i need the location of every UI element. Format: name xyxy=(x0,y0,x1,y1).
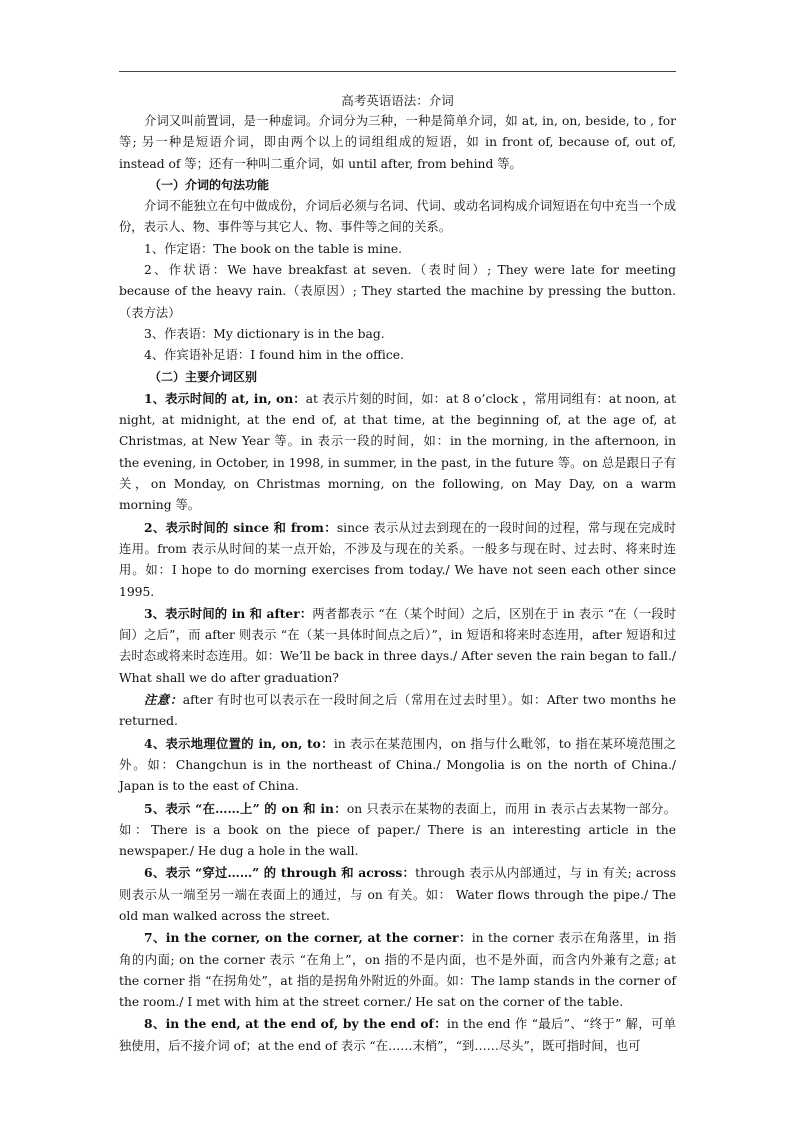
note-paragraph xyxy=(119,689,676,733)
distinction-item-7 xyxy=(119,927,676,1013)
item-body: through 表示从内部通过，与 in 有关; across 则表示从一端至另一端在表面上的通过，与 on 有关。如： Water flows through the pipe./ The old man walked across the street. xyxy=(119,866,677,923)
page-title: 高考英语语法：介词 xyxy=(341,93,454,108)
item-heading: 7、in the corner, on the corner, at the corner： xyxy=(144,930,472,946)
item-body: in the end 作 “最后”、“终于” 解，可单独使用，后不接介词 of；at the end of 表示 “在……末梢”，“到……尽头”，既可指时间，也可 xyxy=(119,1017,676,1053)
note-body: after 有时也可以表示在一段时间之后（常用在过去时里）。如：After two months he returned. xyxy=(119,693,676,729)
item-heading: 3、表示时间的 in 和 after： xyxy=(144,605,313,621)
item-body: 两者都表示 “在（某个时间）之后，区别在于 in 表示 “在（一段时间）之后”，而 after 则表示 “在（某一具体时间点之后）”，in 短语和将来时态连用，after 短语和过去时态或将来时态连用。如：We’ll be back in three days./ After seven the rain began to fall./ What shall we do after graduation? xyxy=(119,606,676,685)
note-label: 注意： xyxy=(144,692,183,708)
item-heading: 8、in the end, at the end of, by the end of： xyxy=(144,1016,447,1032)
function-item-1: 1、作定语：The book on the table is mine. xyxy=(144,241,403,256)
distinction-item-3 xyxy=(119,603,676,689)
item-heading: 6、表示 “穿过……” 的 through 和 across： xyxy=(144,865,416,881)
distinction-item-5 xyxy=(119,798,676,863)
distinction-item-1 xyxy=(119,388,676,517)
distinction-item-6 xyxy=(119,862,676,927)
section-1-text: 介词不能独立在句中做成份，介词后必须与名词、代词、或动名词构成介词短语在句中充当一个成份，表示人、物、事件等与其它人、物、事件等之间的关系。 xyxy=(119,199,676,235)
item-heading: 1、表示时间的 at, in, on： xyxy=(144,390,306,406)
function-item-4: 4、作宾语补足语：I found him in the office. xyxy=(144,348,404,363)
section-heading-1: （一）介词的句法功能 xyxy=(149,177,270,192)
function-item-2: 2、作状语：We have breakfast at seven.（表时间）; They were late for meeting because of the heavy rain.（表原因）; They started the machine by pressing the button.（表方法） xyxy=(119,263,676,320)
item-heading: 5、表示 “在……上” 的 on 和 in： xyxy=(144,800,347,816)
function-item-3: 3、作表语：My dictionary is in the bag. xyxy=(144,326,385,341)
distinction-item-8 xyxy=(119,1013,676,1057)
distinction-item-2 xyxy=(119,517,676,603)
item-body: since 表示从过去到现在的一段时间的过程，常与现在完成时连用。from 表示从时间的某一点开始，不涉及与现在的关系。一般多与现在时、过去时、将来时连用。如：I hope to do morning exercises from today./ We have not seen each other since 1995. xyxy=(119,520,676,599)
item-heading: 4、表示地理位置的 in, on, to： xyxy=(144,735,334,751)
item-body: in the corner 表示在角落里，in 指角的内面; on the corner 表示 “在角上”，on 指的不是内面，也不是外面，而含内外兼有之意; at the corner 指 “在拐角处”，at 指的是拐角外附近的外面。如：The lamp stands in the corner of the room./ I met with him at the street corner./ He sat on the corner of the table. xyxy=(119,931,676,1010)
section-heading-2: （二）主要介词区别 xyxy=(149,369,258,384)
header-rule xyxy=(119,71,676,72)
item-body: at 表示片刻的时间，如：at 8 o’clock ，常用词组有：at noon, at night, at midnight, at the end of, at that time, at the beginning of, at the age of, at Christmas, at New Year 等。in 表示一段的时间，如：in the morning, in the afternoon, in the evening, in October, in 1998, in summer, in the past, in the future 等。on 总是跟日子有关，on Monday, on Christmas morning, on the following, on May Day, on a warm morning 等。 xyxy=(119,391,676,513)
document-page xyxy=(119,90,676,1057)
item-body: in 表示在某范围内，on 指与什么毗邻，to 指在某环境范围之外。如：Changchun is in the northeast of China./ Mongolia is on the north of China./ Japan is to the east of China. xyxy=(119,736,676,794)
distinction-item-4 xyxy=(119,733,676,798)
item-body: on 只表示在某物的表面上，而用 in 表示占去某物一部分。 如：There is a book on the piece of paper./ There is an interesting article in the newspaper./ He dug a hole in the wall. xyxy=(119,801,676,859)
intro-paragraph: 介词又叫前置词，是一种虚词。介词分为三种，一种是简单介词，如 at, in, on, beside, to , for 等; 另一种是短语介词，即由两个以上的词组组成的短语，如 in front of, because of, out of, instead of 等；还有一种叫二重介词，如 until after, from behind 等。 xyxy=(119,114,676,171)
item-heading: 2、表示时间的 since 和 from： xyxy=(144,519,337,535)
